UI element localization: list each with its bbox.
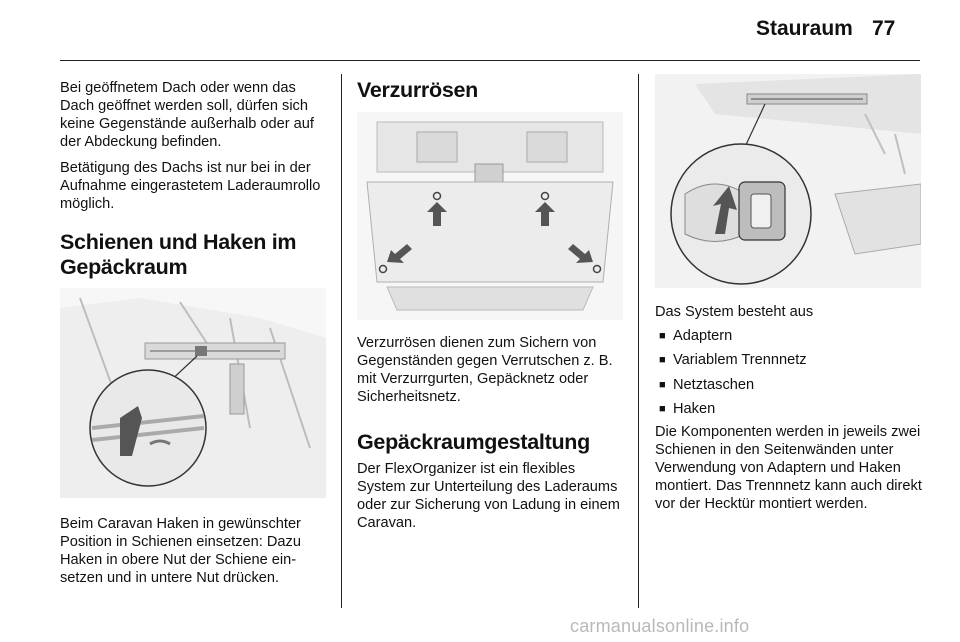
tie-down-eyes-illustration [357,112,623,320]
rails-hooks-illustration [60,288,326,498]
column-1 [60,79,328,221]
adapter-illustration [655,74,921,288]
system-intro: Das System besteht aus [655,304,814,320]
section-heading-tie-downs: Verzurrösen [357,78,478,102]
list-item: ■ Haken [659,400,923,418]
section-heading-load-organization: Gepäckraumgestaltung [357,430,590,454]
figure-tie-down-eyes [357,112,623,320]
paragraph-roof-operation: Betätigung des Dachs ist nur bei in der Aufnahme eingerastetem Laderaumrollo möglich. [60,160,321,212]
column-divider-1 [341,74,342,608]
paragraph-roof: Bei geöffnetem Dach oder wenn das Dach geöffnet werden soll, dürfen sich keine Gegenstände außerhalb oder auf der Abdeckung befinden. [60,80,314,150]
paragraph-tie-downs: Verzurrösen dienen zum Sichern von Gegenständen gegen Verrutschen z. B. mit Verzurrgurten, Gepäcknetz oder Sicherheitsnetz. [357,335,613,405]
column-3-text [655,303,923,521]
page-number: 77 [872,17,896,40]
watermark: carmanualsonline.info [570,616,750,636]
page-title: Stauraum [756,17,853,40]
component-list [659,327,923,418]
figure-flexorganizer-adapter [655,74,921,288]
list-item: ■ Adaptern [659,327,923,345]
figure-rails-hooks [60,288,326,498]
column-divider-2 [638,74,639,608]
paragraph-mounting: Die Komponenten werden in jeweils zwei Schienen in den Seitenwänden unter Verwendung von Adaptern und Haken montiert. Das Trennnetz kann auch direkt vor der Hecktür montiert werden. [655,423,922,512]
list-item: ■ Variablem Trennnetz [659,351,923,369]
header-divider [60,60,920,61]
list-item: ■ Netztaschen [659,376,923,394]
section-heading-rails: Schienen und Haken im Gepäckraum [60,230,297,279]
paragraph-flexorganizer: Der FlexOrganizer ist ein flexibles System zur Unterteilung des Laderaums oder zur Sicherung von Ladung in einem Caravan. [357,461,620,531]
caption-rails-hooks: Beim Caravan Haken in gewünschter Position in Schienen einsetzen: Dazu Haken in obere Nut der Schiene einsetzen und in untere Nut drücken. [60,516,301,586]
